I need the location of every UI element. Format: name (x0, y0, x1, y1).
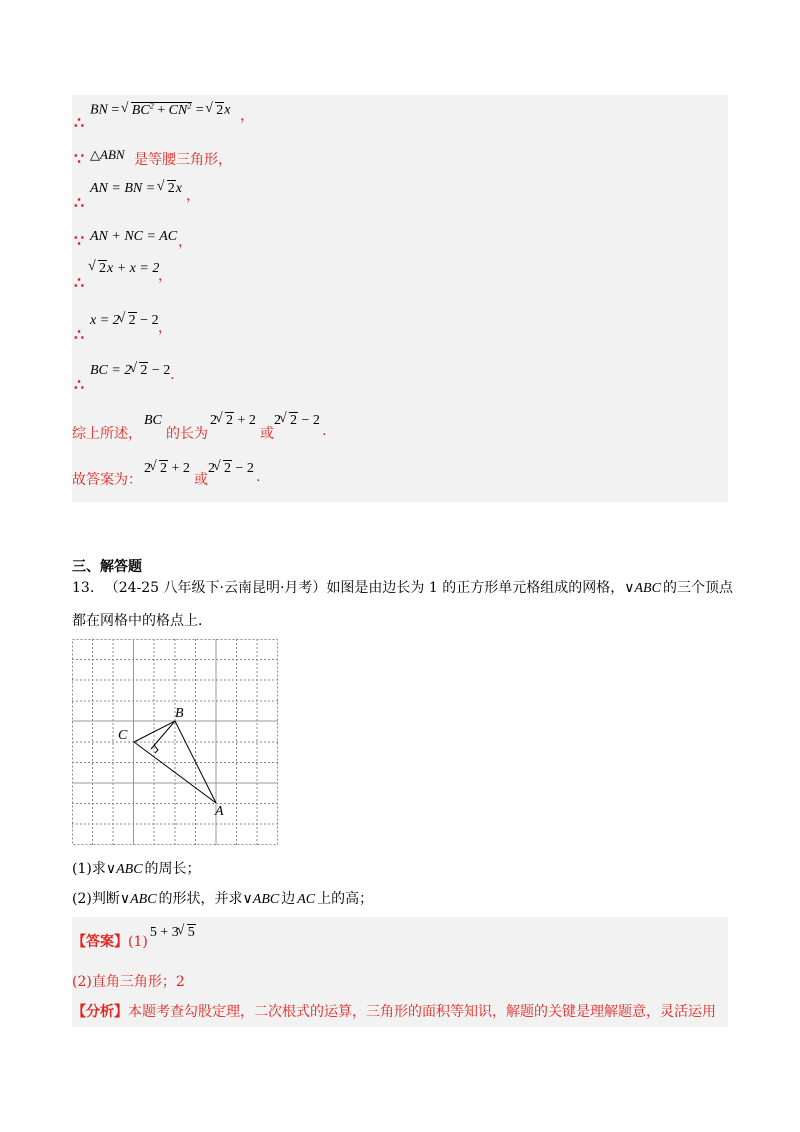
triangle-abc (134, 721, 216, 803)
grid-triangle-svg (72, 639, 278, 845)
label-c: C (118, 728, 128, 743)
math-expression: BN = √ $BC^2 + CN^2$ = √ 2x (90, 101, 230, 119)
answer-line-1: 【答案】(1)5 + 3√ 5 (72, 931, 196, 951)
analysis-line: 【分析】本题考查勾股定理，二次根式的运算，三角形的面积等知识，解题的关键是理解题意，灵活运用 (72, 1004, 716, 1020)
question-part-2: (2)判断∨ABC 的形状，并求∨ABC 边 AC 上的高； (72, 891, 374, 907)
answer-tag: 【答案】 (72, 934, 128, 950)
solution-block: ∴ BN = √ $BC^2 + CN^2$ = √ 2x ， ∵ △ABN 是等腰三角形， ∴ AN = BN = √ 2x ， ∵ AN + NC = AC ， ∴ √ 2x + x = 2 ， ∴ x = 2√ 2 − 2 ， ∴ BC = 2√ 2 − 2 . 综上所述， BC 的长为 2√ 2 + 2 或 2√ 2 − 2 . 故答案为： 2√ 2 + 2 或 2√ 2 − 2 . (72, 95, 728, 502)
question-line-2: 都在网格中的格点上． (72, 613, 212, 629)
grid-lines (72, 639, 278, 845)
label-b: B (175, 706, 184, 721)
answer-block (72, 917, 728, 1027)
question-part-1: (1)求∨ABC 的周长； (72, 861, 201, 877)
grid-solid-lines (72, 639, 278, 845)
section-title: 三、解答题 (72, 559, 142, 575)
because-symbol: ∵ (74, 149, 85, 168)
altitude-line (151, 721, 175, 749)
answer-line-2: (2)直角三角形；2 (72, 974, 185, 990)
question-line-1: 13. （24-25 八年级下·云南昆明·月考）如图是由边长为 1 的正方形单元格组成的网格，∨ABC 的三个顶点 (72, 580, 733, 596)
label-a: A (215, 804, 224, 819)
analysis-tag: 【分析】 (72, 1004, 128, 1020)
grid-figure (72, 639, 278, 845)
right-angle-mark (154, 745, 158, 753)
therefore-symbol: ∴ (74, 113, 85, 132)
